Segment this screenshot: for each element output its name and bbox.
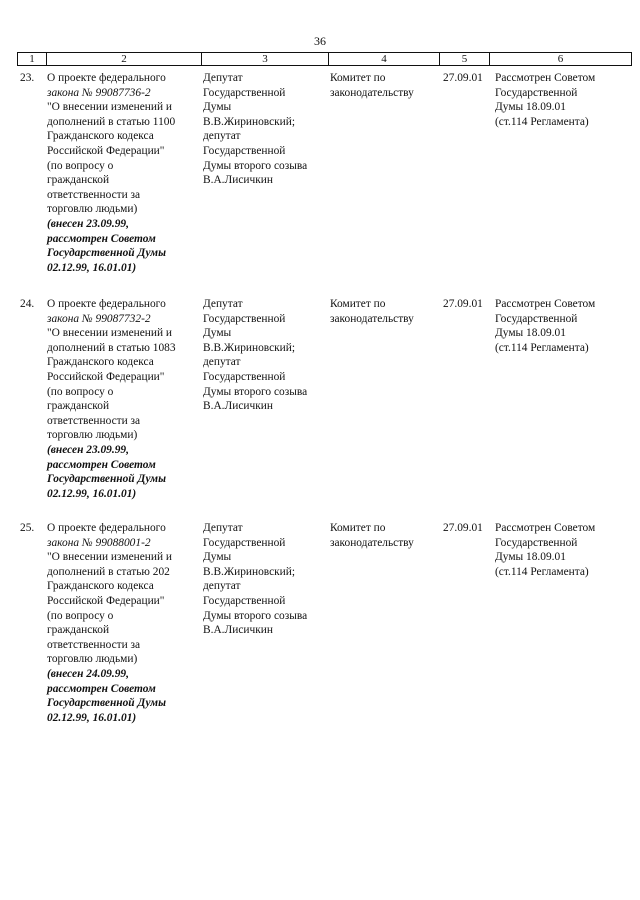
bill-title-line: гражданской <box>47 624 110 637</box>
author-line: Думы второго созыва <box>203 159 308 172</box>
author-line: В.А.Лисичкин <box>203 174 273 187</box>
bill-note-line: (внесен 23.09.99, <box>47 217 129 230</box>
author-line: В.В.Жириновский; <box>203 341 296 354</box>
responsible-committee <box>330 297 440 326</box>
row-number: 23. <box>20 72 35 84</box>
bill-title-line: "О внесении изменений и <box>47 327 173 340</box>
bill-authors <box>203 71 328 188</box>
decision-line: Думы 18.09.01 <box>495 327 566 340</box>
bill-title-line: "О внесении изменений и <box>47 551 173 564</box>
committee-line: законодательству <box>330 86 414 99</box>
bill-title-line: дополнений в статью 1083 <box>47 341 176 354</box>
column-number: 4 <box>329 53 440 66</box>
bill-title-line: ответственности за <box>47 638 141 651</box>
submission-date: 27.09.01 <box>443 298 483 310</box>
bill-authors <box>203 521 328 638</box>
page-number: 36 <box>314 34 326 48</box>
column-number: 1 <box>18 53 47 66</box>
author-line: Депутат <box>203 298 243 310</box>
decision-line: Рассмотрен Советом <box>495 298 596 310</box>
author-line: Государственной <box>203 370 286 383</box>
bill-title-line: дополнений в статью 1100 <box>47 115 176 128</box>
decision <box>495 297 635 355</box>
bill-title-line: торговлю людьми) <box>47 203 138 216</box>
author-line: Думы второго созыва <box>203 385 308 398</box>
bill-note-line: Государственной Думы <box>47 697 167 710</box>
author-line: Государственной <box>203 312 286 325</box>
author-line: В.В.Жириновский; <box>203 115 296 128</box>
bill-title-line: дополнений в статью 202 <box>47 565 170 578</box>
author-line: Государственной <box>203 144 286 157</box>
bill-title-line: гражданской <box>47 400 110 413</box>
bill-title-line: "О внесении изменений и <box>47 101 173 114</box>
author-line: Депутат <box>203 522 243 534</box>
decision <box>495 521 635 579</box>
decision <box>495 71 635 129</box>
bill-title-line: Российской Федерации" <box>47 594 165 607</box>
bill-title-line: Российской Федерации" <box>47 144 165 157</box>
bill-title-line: Гражданского кодекса <box>47 356 154 369</box>
bill-note-line: рассмотрен Советом <box>47 682 156 695</box>
bill-title-line: Гражданского кодекса <box>47 580 154 593</box>
bill-title-line: О проекте федерального <box>47 298 166 310</box>
column-number: 6 <box>490 53 632 66</box>
bill-title-line: ответственности за <box>47 188 141 201</box>
bill-title-line: Российской Федерации" <box>47 370 165 383</box>
bill-note-line: 02.12.99, 16.01.01) <box>47 261 137 274</box>
committee-line: Комитет по <box>330 522 386 534</box>
bill-note-line: Государственной Думы <box>47 247 167 260</box>
bill-title-line: (по вопросу о <box>47 609 114 622</box>
author-line: В.В.Жириновский; <box>203 565 296 578</box>
bill-title-line: (по вопросу о <box>47 385 114 398</box>
bill-authors <box>203 297 328 414</box>
author-line: Депутат <box>203 72 243 84</box>
responsible-committee <box>330 71 440 100</box>
decision-line: (ст.114 Регламента) <box>495 115 589 128</box>
row-number: 25. <box>20 522 35 534</box>
bill-note-line: 02.12.99, 16.01.01) <box>47 711 137 724</box>
submission-date: 27.09.01 <box>443 522 483 534</box>
author-line: Думы второго созыва <box>203 609 308 622</box>
bill-title <box>47 71 201 275</box>
committee-line: Комитет по <box>330 72 386 84</box>
bill-title-line: Гражданского кодекса <box>47 130 154 143</box>
bill-title <box>47 521 201 725</box>
decision-line: (ст.114 Регламента) <box>495 341 589 354</box>
committee-line: законодательству <box>330 312 414 325</box>
decision-line: Государственной <box>495 86 578 99</box>
committee-line: законодательству <box>330 536 414 549</box>
decision-line: Рассмотрен Советом <box>495 522 596 534</box>
submission-date: 27.09.01 <box>443 72 483 84</box>
decision-line: Государственной <box>495 312 578 325</box>
bill-title-line: закона № 99087732-2 <box>47 312 151 325</box>
row-number: 24. <box>20 298 35 310</box>
author-line: Государственной <box>203 536 286 549</box>
decision-line: (ст.114 Регламента) <box>495 565 589 578</box>
responsible-committee <box>330 521 440 550</box>
author-line: депутат <box>203 580 241 593</box>
bill-title-line: закона № 99088001-2 <box>47 536 151 549</box>
bill-title-line: ответственности за <box>47 414 141 427</box>
bill-title-line: торговлю людьми) <box>47 429 138 442</box>
author-line: депутат <box>203 356 241 369</box>
column-number: 3 <box>202 53 329 66</box>
decision-line: Государственной <box>495 536 578 549</box>
author-line: Думы <box>203 327 232 340</box>
bill-title-line: закона № 99087736-2 <box>47 86 151 99</box>
bill-title <box>47 297 201 501</box>
author-line: В.А.Лисичкин <box>203 624 273 637</box>
author-line: Думы <box>203 551 232 564</box>
bill-title-line: О проекте федерального <box>47 522 166 534</box>
bill-title-line: (по вопросу о <box>47 159 114 172</box>
bill-title-line: О проекте федерального <box>47 72 166 84</box>
decision-line: Думы 18.09.01 <box>495 101 566 114</box>
decision-line: Рассмотрен Советом <box>495 72 596 84</box>
bill-note-line: 02.12.99, 16.01.01) <box>47 487 137 500</box>
committee-line: Комитет по <box>330 298 386 310</box>
bill-note-line: (внесен 24.09.99, <box>47 667 129 680</box>
bill-note-line: (внесен 23.09.99, <box>47 443 129 456</box>
author-line: депутат <box>203 130 241 143</box>
column-number-header <box>17 52 632 66</box>
bill-title-line: гражданской <box>47 174 110 187</box>
author-line: Государственной <box>203 86 286 99</box>
author-line: Думы <box>203 101 232 114</box>
author-line: Государственной <box>203 594 286 607</box>
bill-note-line: Государственной Думы <box>47 473 167 486</box>
column-number: 2 <box>47 53 202 66</box>
decision-line: Думы 18.09.01 <box>495 551 566 564</box>
bill-title-line: торговлю людьми) <box>47 653 138 666</box>
bill-note-line: рассмотрен Советом <box>47 458 156 471</box>
bill-note-line: рассмотрен Советом <box>47 232 156 245</box>
column-number: 5 <box>440 53 490 66</box>
author-line: В.А.Лисичкин <box>203 400 273 413</box>
